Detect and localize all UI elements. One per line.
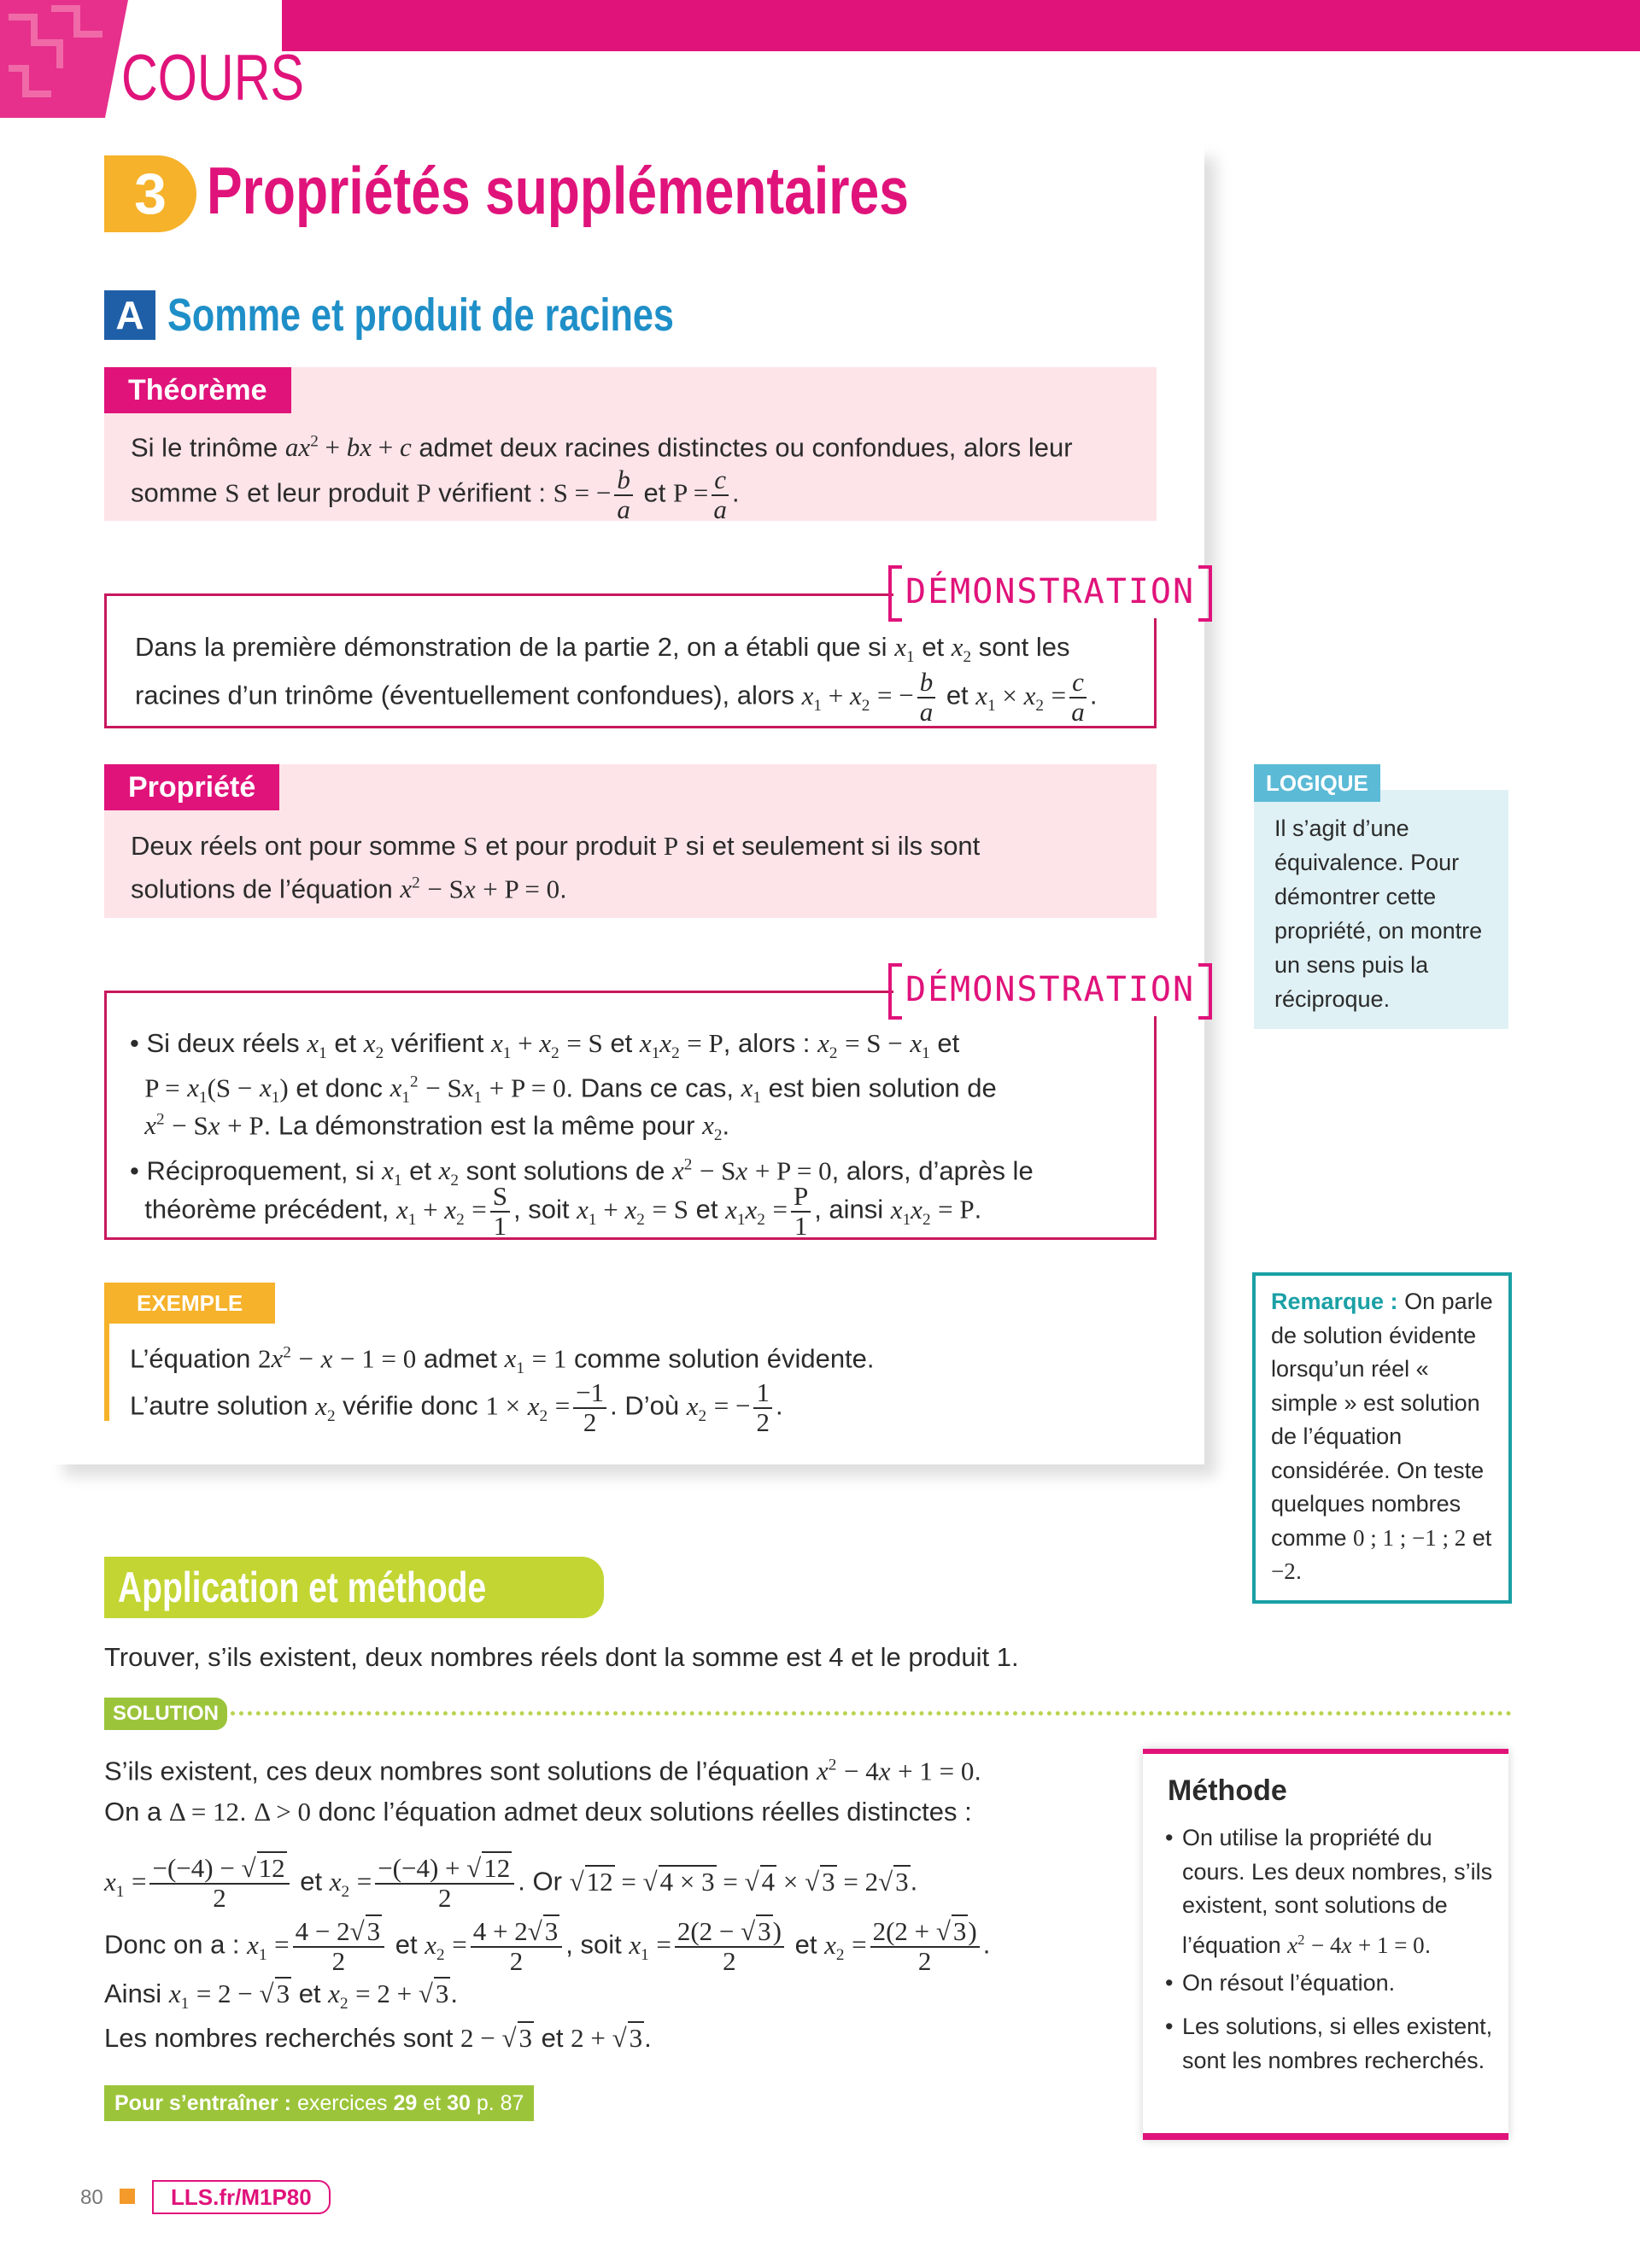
solution-label: SOLUTION bbox=[104, 1698, 227, 1730]
application-title: Application et méthode bbox=[104, 1557, 604, 1618]
demonstration-1-line-2: racines d’un trinôme (éventuellement confondues), alors $x_1 + x_2$ = − $\frac{b}{a}$ et $x_1 \times x_2$ = $\frac{c}{a}$ . bbox=[135, 667, 1098, 727]
demonstration-2-line-5: théorème précédent, $x_1 + x_2$ = $\frac{S}{1}$ , soit $x_1 + x_2 = S$ et $x_1x_2$ = $\frac{P}{1}$ , ainsi $x_1x_2 = P$. bbox=[144, 1181, 982, 1241]
property-label: Propriété bbox=[104, 764, 279, 810]
subsection-letter: A bbox=[104, 290, 155, 340]
demonstration-2-line-3: $x^2 - Sx + P$. La démonstration est la même pour $x_2$. bbox=[144, 1110, 730, 1145]
logique-label: LOGIQUE bbox=[1254, 764, 1380, 802]
methode-title: Méthode bbox=[1168, 1774, 1287, 1807]
subsection-title: Somme et produit de racines bbox=[167, 289, 674, 341]
solution-line-5: Ainsi $x_1 = 2 - √3$ et $x_2 = 2 + √3$. bbox=[104, 1979, 459, 2014]
solution-divider bbox=[231, 1711, 1512, 1716]
property-line-2: solutions de l’équation $x^2 - Sx + P = 0$. bbox=[131, 874, 567, 904]
methode-item-3: • Les solutions, si elles existent, sont les nombres recherchés. bbox=[1165, 2014, 1493, 2073]
demonstration-1-line-1: Dans la première démonstration de la partie 2, on a établi que si $x_1$ et $x_2$ sont les bbox=[135, 632, 1070, 667]
theorem-line-1: Si le trinôme $ax^2$ + bx + c admet deux racines distinctes ou confondues, alors leur bbox=[131, 432, 1073, 463]
section-number: 3 bbox=[104, 155, 196, 232]
example-label: EXEMPLE bbox=[104, 1283, 275, 1324]
example-line-1: L’équation $2x^2 - x - 1 = 0$ admet $x_1 = 1$ comme solution évidente. bbox=[130, 1343, 875, 1378]
solution-line-1: S’ils existent, ces deux nombres sont solutions de l’équation $x^2 - 4x + 1 = 0$. bbox=[104, 1756, 981, 1786]
cours-label: COURS bbox=[121, 42, 305, 114]
lls-link[interactable]: LLS.fr/M1P80 bbox=[152, 2180, 331, 2214]
methode-item-1: • On utilise la propriété du cours. Les deux nombres, s’ils existent, sont solutions de l’équation $x^2 - 4x + 1 = 0$. bbox=[1165, 1825, 1493, 1958]
remarque-title: Remarque : bbox=[1271, 1289, 1398, 1314]
demonstration-2-line-4: • Réciproquement, si $x_1$ et $x_2$ sont solutions de $x^2 - Sx + P = 0$, alors, d’après le bbox=[130, 1155, 1034, 1190]
solution-line-2: On a Δ = 12. Δ > 0 donc l’équation admet deux solutions réelles distinctes : bbox=[104, 1797, 972, 1827]
training-link[interactable]: Pour s’entraîner : exercices 29 et 30 p. 87 bbox=[104, 2085, 534, 2121]
application-question: Trouver, s’ils existent, deux nombres réels dont la somme est 4 et le produit 1. bbox=[104, 1642, 1019, 1672]
theorem-label: Théorème bbox=[104, 367, 291, 413]
solution-line-3: $x_1$ = $\frac{-(-4) - √12}{2}$ et $x_2$ = $\frac{-(-4) + √12}{2}$ . Or √12 = √4 × 3 = √4 × √3 = 2√3. bbox=[104, 1853, 918, 1913]
demonstration-tag-1: DÉMONSTRATION bbox=[893, 565, 1207, 618]
section-title: Propriétés supplémentaires bbox=[207, 153, 909, 228]
logique-text: Il s’agit d’une équivalence. Pour démontrer cette propriété, on montre un sens puis la réciproque. bbox=[1274, 815, 1483, 1012]
demonstration-2-line-2: $P = x_1(S - x_1)$ et donc $x_1^2 - Sx_1 + P = 0$. Dans ce cas, $x_1$ est bien solution de bbox=[144, 1073, 997, 1108]
page-number: 80 bbox=[80, 2186, 103, 2209]
remarque-text: Remarque : On parle de solution évidente lorsqu’un réel « simple » est solution de l’équation considérée. On teste quelques nombres comme 0 ; 1 ; −1 ; 2 et −2. bbox=[1271, 1289, 1493, 1584]
demonstration-2-line-1: • Si deux réels $x_1$ et $x_2$ vérifient $x_1 + x_2 = S$ et $x_1x_2 = P$, alors : $x_2 = S - x_1$ et bbox=[130, 1028, 960, 1063]
demonstration-tag-2: DÉMONSTRATION bbox=[893, 963, 1207, 1016]
solution-line-6: Les nombres recherchés sont 2 − √3 et 2 + √3. bbox=[104, 2023, 652, 2053]
solution-line-4: Donc on a : $x_1$ = $\frac{4 - 2√3}{2}$ et $x_2$ = $\frac{4 + 2√3}{2}$ , soit $x_1$ = $\frac{2(2 - √3)}{2}$ et $x_2$ = $\frac{2(2 + √3)}{2}$ . bbox=[104, 1916, 991, 1976]
page-square-icon bbox=[120, 2189, 135, 2204]
methode-item-2: • On résout l’équation. bbox=[1165, 1970, 1396, 1996]
header-band bbox=[282, 0, 1640, 51]
theorem-line-2: somme S et leur produit P vérifient : S = − $\frac{b}{a}$ et P = $\frac{c}{a}$ . bbox=[131, 465, 740, 524]
property-line-1: Deux réels ont pour somme S et pour produit P si et seulement si ils sont bbox=[131, 831, 981, 861]
example-line-2: L’autre solution $x_2$ vérifie donc $1 \times x_2$ = $\frac{-1}{2}$ . D’où $x_2$ = − $\frac{1}{2}$ . bbox=[130, 1377, 783, 1437]
corner-pattern-icon bbox=[0, 0, 128, 118]
